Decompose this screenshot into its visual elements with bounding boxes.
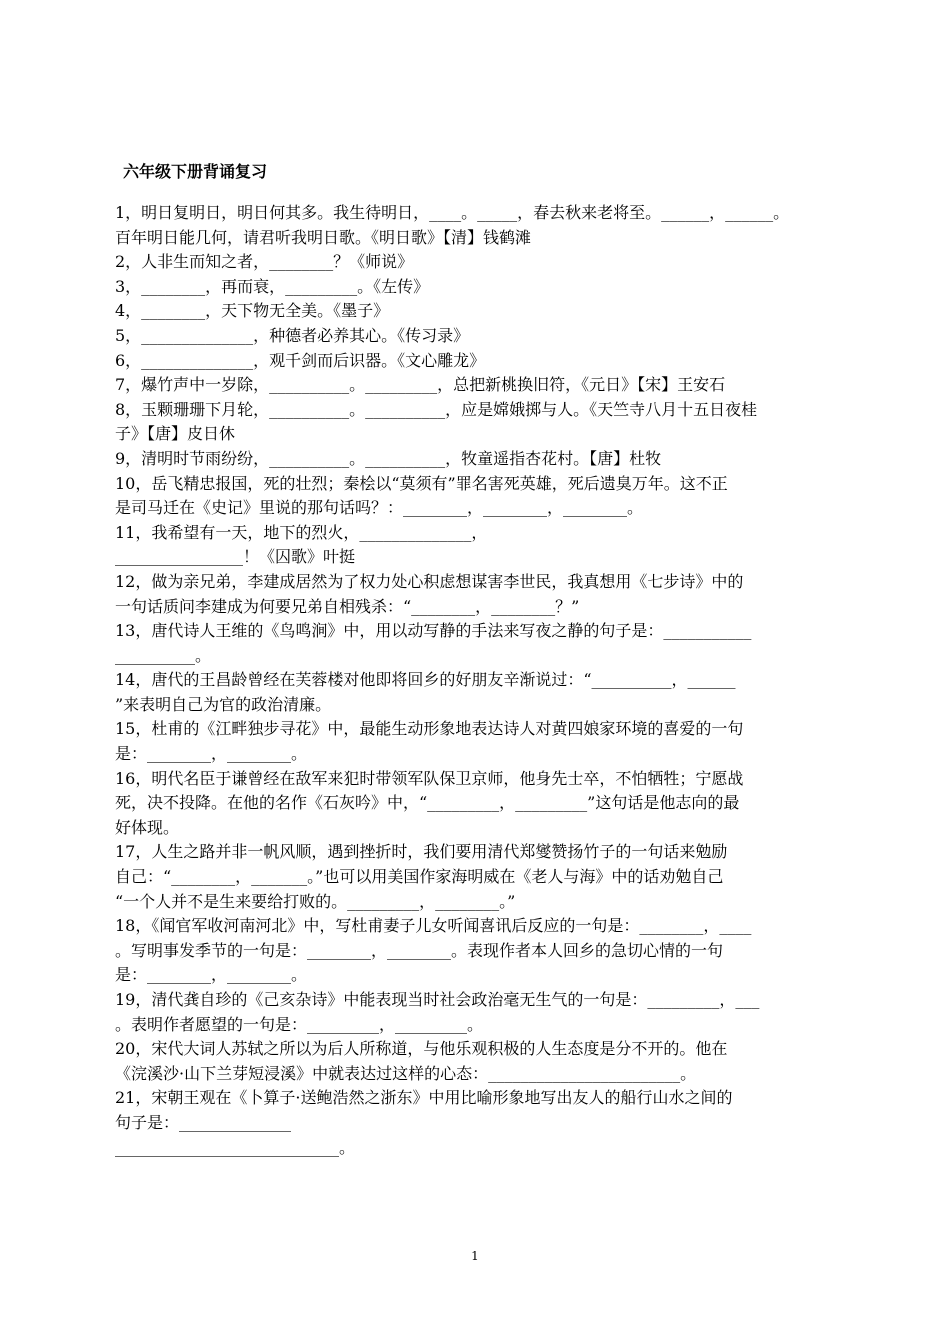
text-line: 1，明日复明日，明日何其多。我生待明日，____。_____，春去秋来老将至。______，______。 <box>115 203 790 222</box>
text-line: 20，宋代大词人苏轼之所以为后人所称道，与他乐观积极的人生态度是分不开的。他在 <box>115 1039 728 1059</box>
text-line: 14，唐代的王昌龄曾经在芙蓉楼对他即将回乡的好朋友辛渐说过：“__________，______ <box>115 670 736 690</box>
text-line: 12，做为亲兄弟，李建成居然为了权力处心积虑想谋害李世民，我真想用《七步诗》中的 <box>115 571 744 591</box>
text-line: 。表明作者愿望的一句是：_________，_________。 <box>115 1014 484 1034</box>
text-line: 是：________，________。 <box>115 965 308 985</box>
text-line: 子》【唐】皮日休 <box>115 424 236 444</box>
question-list <box>115 201 840 1160</box>
text-line: 7，爆竹声中一岁除，__________。_________，总把新桃换旧符，《元日》【宋】王安石 <box>115 375 726 395</box>
text-line: 好体现。 <box>115 817 180 837</box>
text-line: 19，清代龚自珍的《己亥杂诗》中能表现当时社会政治毫无生气的一句是：_________，___ <box>115 990 760 1009</box>
text-line: 百年明日能几何，请君听我明日歌。《明日歌》【清】钱鹤滩 <box>115 227 532 247</box>
text-line: 句子是：______________ <box>115 1112 292 1132</box>
text-line: 自己：“________，_______。”也可以用美国作家海明威在《老人与海》中的话劝勉自己 <box>115 867 724 887</box>
text-line: 是司马迁在《史记》里说的那句话吗？：________，________，________。 <box>115 498 644 518</box>
text-line: 是：________，________。 <box>115 744 308 764</box>
text-line: “一个人并不是生来要给打败的。_________，________。” <box>115 891 516 911</box>
text-line: 17，人生之路并非一帆风顺，遇到挫折时，我们要用清代郑燮赞扬竹子的一句话来勉励 <box>115 842 728 862</box>
text-line: ____________________________。 <box>115 1137 356 1157</box>
text-line: 8，玉颗珊珊下月轮，__________。__________，应是嫦娥掷与人。《天竺寺八月十五日夜桂 <box>115 399 758 419</box>
text-line: 一句话质问李建成为何要兄弟自相残杀：“________，________？” <box>115 596 580 616</box>
text-line: 11，我希望有一天，地下的烈火，______________， <box>115 522 488 542</box>
text-line: 3，________，再而衰，_________。《左传》 <box>115 276 430 296</box>
text-line: ________________！《囚歌》叶挺 <box>115 547 356 567</box>
page-title: 六年级下册背诵复习 <box>123 162 268 181</box>
text-line: 4，________，天下物无全美。《墨子》 <box>115 301 390 321</box>
text-line: 5，______________，种德者必养其心。《传习录》 <box>115 325 470 345</box>
text-line: 10，岳飞精忠报国，死的壮烈；秦桧以“莫须有”罪名害死英雄，死后遗臭万年。这不正 <box>115 473 728 493</box>
text-line: 13，唐代诗人王维的《鸟鸣涧》中，用以动写静的手法来写夜之静的句子是：___________ <box>115 621 752 641</box>
text-line: 15，杜甫的《江畔独步寻花》中，最能生动形象地表达诗人对黄四娘家环境的喜爱的一句 <box>115 719 744 739</box>
text-line: 9，清明时节雨纷纷，__________。__________，牧童遥指杏花村。【唐】杜牧 <box>115 448 662 468</box>
text-line: 。写明事发季节的一句是：________，________。表现作者本人回乡的急切心情的一句 <box>115 940 724 960</box>
text-line: 6，______________，观千剑而后识器。《文心雕龙》 <box>115 350 486 370</box>
text-line: 16，明代名臣于谦曾经在敌军来犯时带领军队保卫京师，他身先士卒，不怕牺牲；宁愿战 <box>115 768 744 788</box>
text-line: 《浣溪沙·山下兰芽短浸溪》中就表达过这样的心态：________________________。 <box>115 1063 697 1083</box>
text-line: 18，《闻官军收河南河北》中，写杜甫妻子儿女听闻喜讯后反应的一句是：________，____ <box>115 916 752 936</box>
text-line: ”来表明自己为官的政治清廉。 <box>115 694 332 714</box>
text-line: __________。 <box>115 645 212 665</box>
page-number: 1 <box>471 1249 479 1263</box>
text-line: 2，人非生而知之者，________？《师说》 <box>115 252 414 272</box>
text-line: 21，宋朝王观在《卜算子·送鲍浩然之浙东》中用比喻形象地写出友人的船行山水之间的 <box>115 1088 733 1108</box>
text-line: 死，决不投降。在他的名作《石灰吟》中，“_________，_________”这句话是他志向的最 <box>115 793 740 813</box>
